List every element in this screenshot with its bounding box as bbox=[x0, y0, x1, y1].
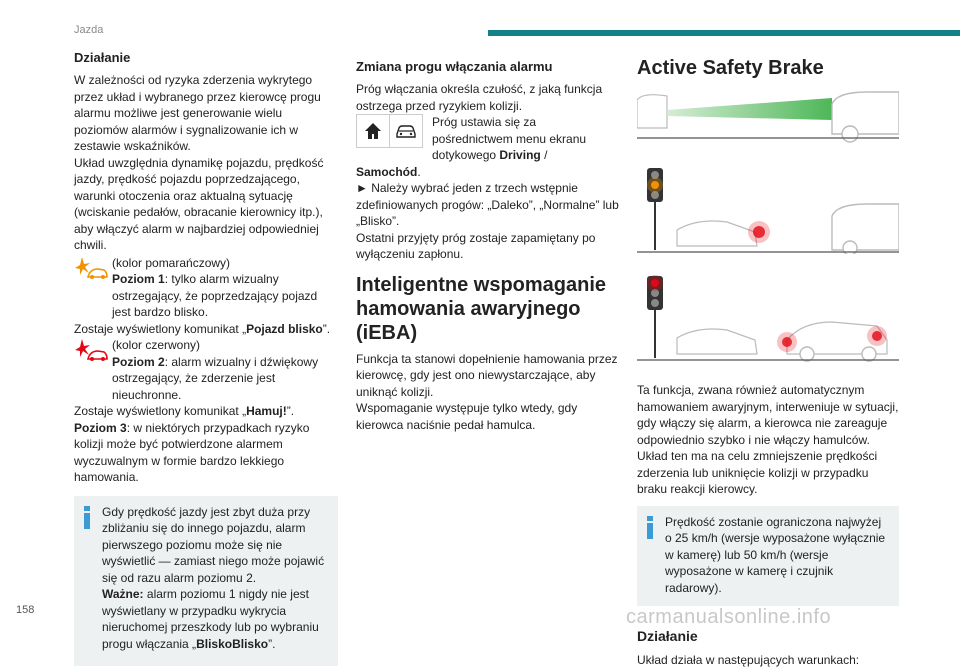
collision-alert-red-icon bbox=[74, 337, 108, 363]
info-icon bbox=[84, 506, 90, 530]
car-settings-icon bbox=[390, 114, 423, 148]
level1-desc: Poziom 1: tylko alarm wizualny ostrzegający, że poprzedzający pojazd jest bardzo blisko. bbox=[112, 272, 318, 319]
paragraph: Ostatni przyjęty próg zostaje zapamiętany po wyłączeniu zapłonu. bbox=[356, 230, 596, 261]
info-box bbox=[74, 496, 338, 666]
paragraph: Układ ten ma na celu zmniejszenie prędkości zderzenia lub uniknięcie kolizji w przypadku braku reakcji kierowcy. bbox=[637, 449, 878, 496]
info-text: Gdy prędkość jazdy jest zbyt duża przy zbliżaniu się do innego pojazdu, alarm pierwszego poziomu może się nie wyświetlić — zamiast niego może pojawić się od razu alarm poziomu 2. Ważne: alarm poziomu 1 nigdy nie jest wyświetlany w przypadku wykrycia nieruchomej przeszkody lub po wybraniu progu włączania „BliskoBlisko”. bbox=[102, 504, 325, 651]
section-header: Jazda bbox=[74, 24, 104, 36]
info-box bbox=[637, 506, 899, 607]
heading-ieba: Inteligentne wspomaganie hamowania awaryjnego (iEBA) bbox=[356, 273, 607, 344]
paragraph: Funkcja ta stanowi dopełnienie hamowania przez kierowcę, gdy jest ono niewystarczające, aby uniknąć kolizji. bbox=[356, 351, 618, 399]
paragraph: Wspomaganie występuje tylko wtedy, gdy kierowca naciśnie pedał hamulca. bbox=[356, 401, 578, 432]
level2-desc: Poziom 2: alarm wizualny i dźwiękowy ostrzegający, że zderzenie jest nieuchronne. bbox=[112, 354, 319, 402]
header-accent-bar bbox=[488, 30, 960, 36]
menu-path-text: Próg ustawia się za pośrednictwem menu ekranu dotykowego Driving / bbox=[432, 115, 587, 162]
paragraph: Układ działa w następujących warunkach: bbox=[637, 653, 860, 667]
collision-alert-orange-icon bbox=[74, 255, 108, 281]
level1-message: Zostaje wyświetlony komunikat „Pojazd blisko”. bbox=[74, 321, 331, 336]
page-number: 158 bbox=[16, 604, 35, 616]
home-icon bbox=[356, 114, 390, 148]
paragraph: Ta funkcja, zwana również automatycznym hamowaniem awaryjnym, interweniuje w sytuacji, gdy włączy się alarm, a kierowca nie zareaguje odpowiednio szybko i nie włączy hamulców. bbox=[637, 383, 899, 447]
level1-color: (kolor pomarańczowy) bbox=[112, 255, 231, 270]
level1-block bbox=[74, 255, 338, 321]
level2-block bbox=[74, 337, 338, 403]
info-text: Prędkość zostanie ograniczona najwyżej o 25 km/h (wersje wyposażone wyłącznie w kamerę) lub 50 km/h (wersje wyposażone w kamerę i czujnik radarowy). bbox=[665, 514, 886, 595]
illustration-braking bbox=[637, 274, 899, 362]
illustration-distance bbox=[637, 90, 899, 146]
menu-path-text-cont: Samochód. bbox=[356, 164, 421, 179]
column-middle bbox=[356, 50, 620, 433]
column-right bbox=[637, 50, 899, 669]
heading-dzialanie: Działanie bbox=[74, 50, 131, 65]
level3-desc: Poziom 3: w niektórych przypadkach ryzyko kolizji może być potwierdzone alarmem wyczuwalnym w formie bardzo lekkiego hamowania. bbox=[74, 420, 310, 484]
heading-threshold: Zmiana progu włączania alarmu bbox=[356, 59, 553, 74]
heading-asb: Active Safety Brake bbox=[637, 57, 824, 79]
paragraph: W zależności od ryzyka zderzenia wykrytego przez układ i wybranego przez kierowcę progu alarmu możliwe jest generowanie wielu poziomów alarmów i sygnalizowanie ich w zestawie wskaźników. bbox=[74, 73, 321, 153]
paragraph: Układ uwzględnia dynamikę pojazdu, prędkość jazdy, prędkość pojazdu poprzedzającego, warunki otoczenia oraz aktualną sytuację (wciskanie pedałów, obracanie kierownicy itp.), aby włączyć alarm w najbardziej odpowiedniej chwili. bbox=[74, 155, 324, 252]
watermark: carmanualsonline.info bbox=[626, 606, 832, 628]
menu-path-block bbox=[356, 114, 620, 164]
level2-message: Zostaje wyświetlony komunikat „Hamuj!”. bbox=[74, 404, 295, 418]
paragraph: Próg włączania określa czułość, z jaką funkcja ostrzega przed ryzykiem kolizji. bbox=[356, 82, 603, 113]
column-left bbox=[74, 50, 338, 666]
heading-dzialanie-2: Działanie bbox=[637, 628, 698, 644]
level2-color: (kolor czerwony) bbox=[112, 338, 201, 352]
step-instruction: ► Należy wybrać jeden z trzech wstępnie zdefiniowanych progów: „Daleko”, „Normalne” lub „Blisko”. bbox=[356, 181, 619, 228]
info-icon bbox=[647, 516, 653, 540]
illustration-alert bbox=[637, 166, 899, 254]
menu-icons bbox=[356, 114, 428, 148]
